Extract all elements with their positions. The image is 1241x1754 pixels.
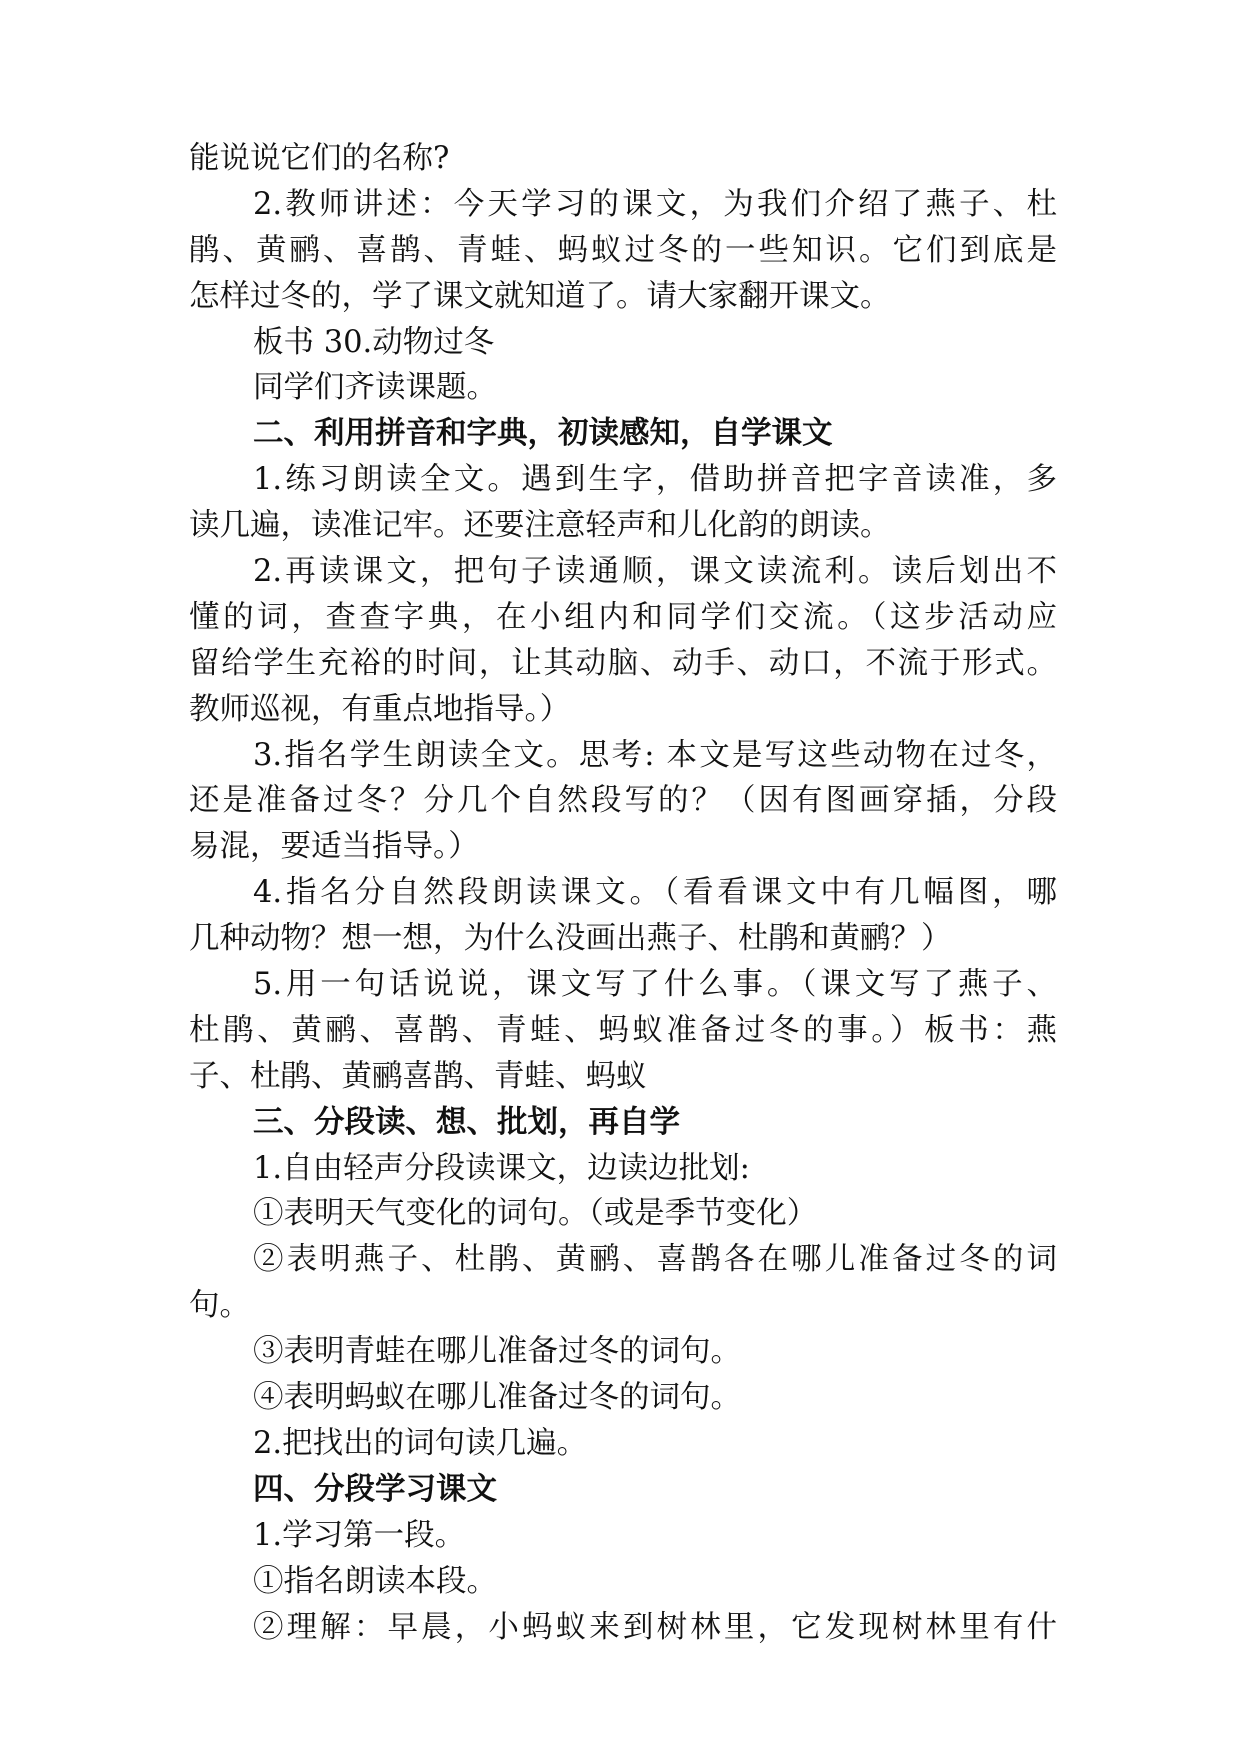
text-line: 教师巡视，有重点地指导。） bbox=[189, 691, 571, 727]
text-line: 1.学习第一段。 bbox=[253, 1517, 466, 1553]
text-line: 2.再读课文，把句子读通顺，课文读流利。读后划出不 bbox=[253, 554, 1057, 590]
text-line: 懂的词，查查字典，在小组内和同学们交流。（这步活动应 bbox=[189, 599, 1057, 635]
text-line: 句。 bbox=[189, 1288, 250, 1324]
text-line: ①指名朗读本段。 bbox=[253, 1563, 497, 1599]
text-line: 1.自由轻声分段读课文，边读边批划: bbox=[253, 1150, 750, 1186]
text-line: 怎样过冬的，学了课文就知道了。请大家翻开课文。 bbox=[189, 278, 891, 314]
section-heading: 二、利用拼音和字典，初读感知，自学课文 bbox=[253, 415, 833, 452]
text-line: 几种动物？想一想，为什么没画出燕子、杜鹃和黄鹂？） bbox=[189, 921, 952, 957]
text-line: ①表明天气变化的词句。（或是季节变化） bbox=[253, 1196, 818, 1232]
text-line: 板书 30.动物过冬 bbox=[253, 324, 495, 360]
text-line: 留给学生充裕的时间，让其动脑、动手、动口，不流于形式。 bbox=[189, 645, 1057, 681]
text-line: ②理解：早晨，小蚂蚁来到树林里，它发现树林里有什 bbox=[253, 1609, 1057, 1645]
section-heading: 三、分段读、想、批划，再自学 bbox=[253, 1103, 680, 1140]
text-line: 易混，要适当指导。） bbox=[189, 829, 479, 865]
section-heading: 四、分段学习课文 bbox=[253, 1470, 497, 1507]
text-line: 2.教师讲述：今天学习的课文，为我们介绍了燕子、杜 bbox=[253, 186, 1057, 222]
text-line: 子、杜鹃、黄鹂喜鹊、青蛙、蚂蚁 bbox=[189, 1058, 647, 1094]
text-line: ②表明燕子、杜鹃、黄鹂、喜鹊各在哪儿准备过冬的词 bbox=[253, 1242, 1057, 1278]
text-line: 3.指名学生朗读全文。思考: 本文是写这些动物在过冬， bbox=[253, 737, 1057, 773]
text-line: 同学们齐读课题。 bbox=[253, 370, 497, 406]
text-line: ③表明青蛙在哪儿准备过冬的词句。 bbox=[253, 1334, 741, 1370]
text-line: 5.用一句话说说，课文写了什么事。（课文写了燕子、 bbox=[253, 967, 1057, 1003]
text-line: 1.练习朗读全文。遇到生字，借助拼音把字音读准，多 bbox=[253, 462, 1057, 498]
text-line: 还是准备过冬？分几个自然段写的？（因有图画穿插，分段 bbox=[189, 783, 1057, 819]
text-line: 能说说它们的名称? bbox=[189, 141, 450, 176]
text-line: 杜鹃、黄鹂、喜鹊、青蛙、蚂蚁准备过冬的事。）板书：燕 bbox=[189, 1012, 1057, 1048]
text-line: ④表明蚂蚁在哪儿准备过冬的词句。 bbox=[253, 1380, 741, 1416]
text-line: 2.把找出的词句读几遍。 bbox=[253, 1425, 588, 1461]
text-line: 鹃、黄鹂、喜鹊、青蛙、蚂蚁过冬的一些知识。它们到底是 bbox=[189, 232, 1057, 268]
text-line: 4.指名分自然段朗读课文。（看看课文中有几幅图，哪 bbox=[253, 875, 1057, 911]
text-line: 读几遍，读准记牢。还要注意轻声和儿化韵的朗读。 bbox=[189, 508, 891, 544]
document-page bbox=[189, 136, 1057, 1650]
